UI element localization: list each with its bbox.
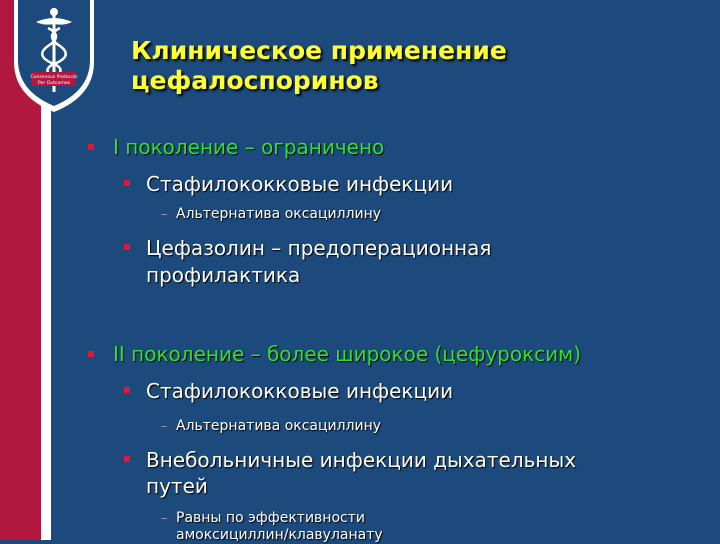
section-heading-1: I поколение – ограничено <box>113 135 385 159</box>
list-subitem: Равны по эффективности <box>176 510 365 526</box>
dash-bullet-icon: – <box>161 207 168 222</box>
bullet-square-icon <box>124 387 130 393</box>
slide-title-line1: Клиническое применение <box>131 36 507 65</box>
dash-bullet-icon: – <box>161 419 168 434</box>
emblem-text-1: Consensus Protocols <box>30 75 78 80</box>
bullet-square-icon <box>88 144 94 150</box>
section-heading-2: II поколение – более широкое (цефуроксим) <box>113 342 582 366</box>
bullet-square-icon <box>88 351 94 357</box>
list-item-continuation: путей <box>146 474 208 498</box>
bullet-square-icon <box>124 456 130 462</box>
bullet-square-icon <box>124 244 130 250</box>
list-item-continuation: профилактика <box>146 263 301 287</box>
list-item: Стафилококковые инфекции <box>146 379 454 403</box>
list-item: Стафилококковые инфекции <box>146 172 454 196</box>
bullet-square-icon <box>124 180 130 186</box>
list-subitem: Альтернатива оксациллину <box>176 418 382 434</box>
list-subitem-continuation: амоксициллин/клавуланату <box>176 527 383 543</box>
list-item: Внебольничные инфекции дыхательных <box>146 448 577 472</box>
list-item: Цефазолин – предоперационная <box>146 236 492 260</box>
list-subitem: Альтернатива оксациллину <box>176 206 382 222</box>
slide-title-line2: цефалоспоринов <box>131 66 379 95</box>
emblem-text-2: Per Outcomes <box>37 81 71 86</box>
dash-bullet-icon: – <box>161 511 168 526</box>
